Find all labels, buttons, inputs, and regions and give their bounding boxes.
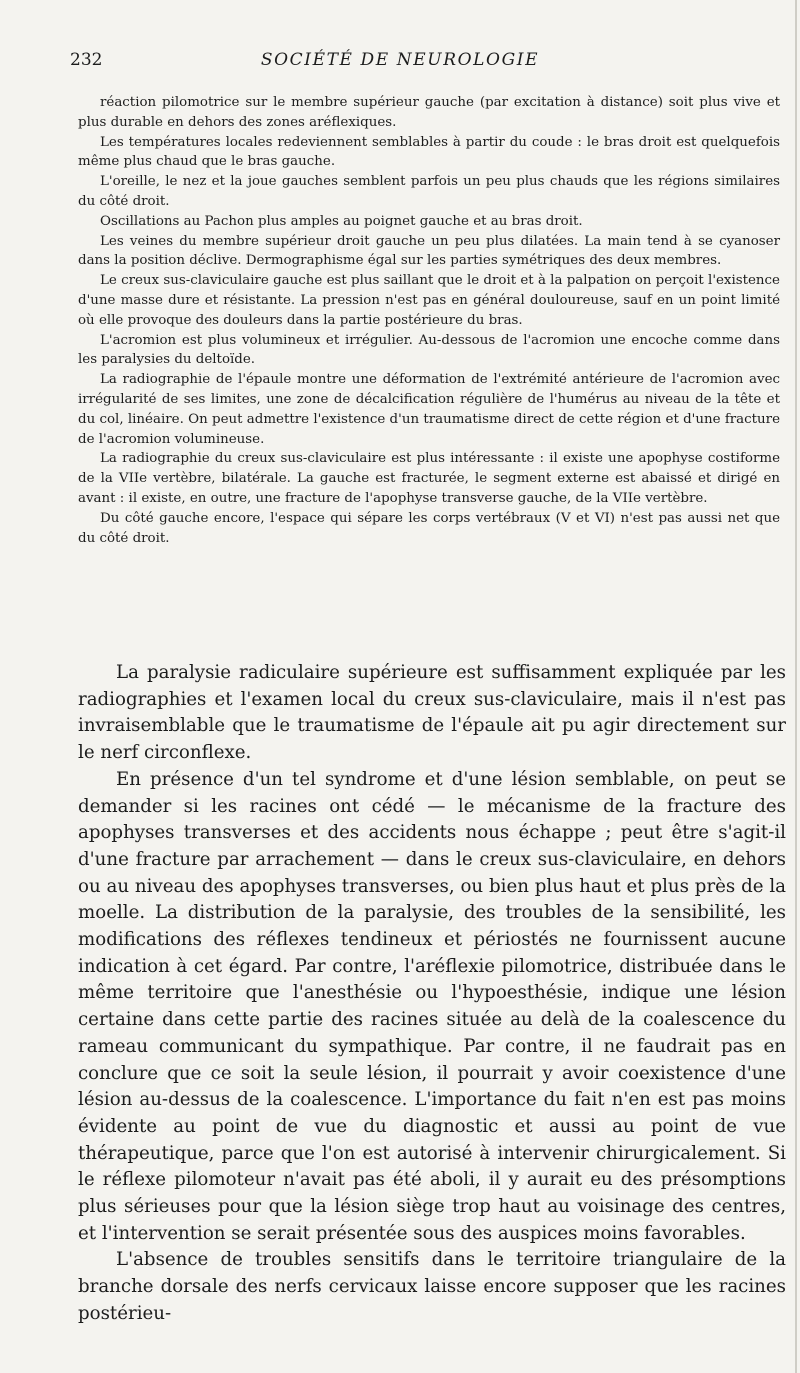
observation-paragraph: La radiographie du creux sus-claviculaire est plus intéressante : il existe une apophyse costiforme de la VIIe vertèbre, bilatérale. La gauche est fracturée, le segment externe est abaissé et dirigé en avant : il existe, en outre, une fracture de l'apophyse transverse gauche, de la VIIe vertèbre. <box>78 451 780 506</box>
observation-paragraph: La radiographie de l'épaule montre une déformation de l'extrémité antérieure de l'acromion avec irrégularité de ses limites, une zone de décalcification régulière de l'humérus au niveau de la tête et du col, linéaire. On peut admettre l'existence d'un traumatisme direct de cette région et d'une fracture de l'acromion volumineuse. <box>78 372 780 447</box>
discussion-paragraph: L'absence de troubles sensitifs dans le territoire triangulaire de la branche dorsale des nerfs cervicaux laisse encore supposer que les racines postérieu- <box>78 1249 786 1324</box>
observation-paragraph: L'oreille, le nez et la joue gauches semblent parfois un peu plus chauds que les régions similaires du côté droit. <box>78 174 780 209</box>
discussion-paragraph: La paralysie radiculaire supérieure est suffisamment expliquée par les radiographies et l'examen local du creux sus-claviculaire, mais il n'est pas invraisemblable que le traumatisme de l'épaule ait pu agir directement sur le nerf circonflexe. <box>78 662 786 764</box>
observation-paragraph: réaction pilomotrice sur le membre supérieur gauche (par excitation à distance) soit plus vive et plus durable en dehors des zones aréflexiques. <box>78 95 780 130</box>
running-title: SOCIÉTÉ DE NEUROLOGIE <box>260 50 540 70</box>
observation-paragraph: Le creux sus-claviculaire gauche est plus saillant que le droit et à la palpation on perçoit l'existence d'une masse dure et résistante. La pression n'est pas en général douloureuse, sauf en un point limité où elle provoque des douleurs dans la partie postérieure du bras. <box>78 273 780 328</box>
discussion-paragraph: En présence d'un tel syndrome et d'une lésion semblable, on peut se demander si les racines ont cédé — le mécanisme de la fracture des apophyses transverses et des accidents nous échappe ; peut être s'agit-il d'une fracture par arrachement — dans le creux sus-claviculaire, en dehors ou au niveau des apophyses transverses, ou bien plus haut et plus près de la moelle. La distribution de la paralysie, des troubles de la sensibilité, les modifications des réflexes tendineux et périostés ne fournissent aucune indication à cet égard. Par contre, l'aréflexie pilomotrice, distribuée dans le même territoire que l'anesthésie ou l'hypoesthésie, indique une lésion certaine dans cette partie des racines située au delà de la coalescence du rameau communicant du sympathique. Par contre, il ne faudrait pas en conclure que ce soit la seule lésion, il pourrait y avoir coexistence d'une lésion au-dessus de la coalescence. L'importance du fait n'en est pas moins évidente au point de vue du diagnostic et aussi au point de vue thérapeutique, parce que l'on est autorisé à intervenir chirurgicalement. Si le réflexe pilomoteur n'avait pas été aboli, il y aurait eu des présomptions plus sérieuses pour que la lésion siège trop haut au voisinage des centres, et l'intervention se serait présentée sous des auspices moins favorables. <box>78 768 786 1244</box>
observation-paragraph: Les températures locales redeviennent semblables à partir du coude : le bras droit est quelquefois même plus chaud que le bras gauche. <box>78 134 780 170</box>
observation-paragraph: Oscillations au Pachon plus amples au poignet gauche et au bras droit. <box>100 213 583 229</box>
page-header <box>70 50 730 80</box>
discussion-section <box>78 660 786 1328</box>
observation-paragraph: Du côté gauche encore, l'espace qui sépare les corps vertébraux (V et VI) n'est pas aussi net que du côté droit. <box>78 510 780 546</box>
observation-paragraph: L'acromion est plus volumineux et irrégulier. Au-dessous de l'acromion une encoche comme dans les paralysies du deltoïde. <box>78 332 780 368</box>
observation-paragraph: Les veines du membre supérieur droit gauche un peu plus dilatées. La main tend à se cyanoser dans la position déclive. Dermographisme égal sur les parties symétriques des deux membres. <box>78 233 780 269</box>
clinical-observation <box>78 93 780 548</box>
page-edge-divider <box>795 0 797 1373</box>
page-number: 232 <box>70 50 103 70</box>
